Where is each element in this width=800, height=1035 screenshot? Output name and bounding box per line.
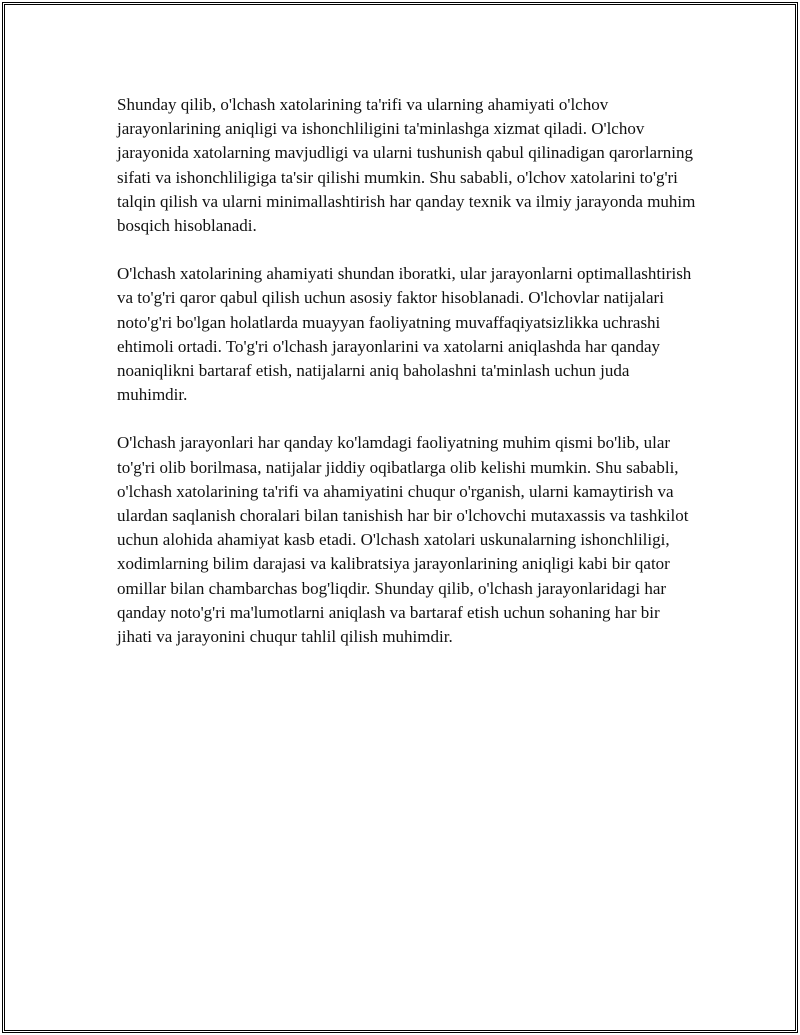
- paragraph-2: O'lchash xatolarining ahamiyati shundan iboratki, ular jarayonlarni optimallashtirish va to'g'ri qaror qabul qilish uchun asosiy faktor hisoblanadi. O'lchovlar natijalari noto'g'ri bo'lgan holatlarda muayyan faoliyatning muvaffaqiyatsizlikka uchrashi ehtimoli ortadi. To'g'ri o'lchash jarayonlarini va xatolarni aniqlashda har qanday noaniqlikni bartaraf etish, natijalarni aniq baholashni ta'minlash uchun juda muhimdir.: [117, 264, 692, 405]
- paragraph-1: Shunday qilib, o'lchash xatolarining ta'rifi va ularning ahamiyati o'lchov jarayonlarining aniqligi va ishonchliligini ta'minlashga xizmat qiladi. O'lchov jarayonida xatolarning mavjudligi va ularni tushunish qabul qilinadigan qarorlarning sifati va ishonchliligiga ta'sir qilishi mumkin. Shu sababli, o'lchov xatolarini to'g'ri talqin qilish va ularni minimallashtirish har qanday texnik va ilmiy jarayonda muhim bosqich hisoblanadi.: [117, 95, 696, 236]
- document-body: [117, 93, 697, 673]
- paragraph-3: O'lchash jarayonlari har qanday ko'lamdagi faoliyatning muhim qismi bo'lib, ular to'g'ri olib borilmasa, natijalar jiddiy oqibatlarga olib kelishi mumkin. Shu sababli, o'lchash xatolarining ta'rifi va ahamiyatini chuqur o'rganish, ularni kamaytirish va ulardan saqlanish choralari bilan tanishish har bir o'lchovchi mutaxassis va tashkilot uchun alohida ahamiyat kasb etadi. O'lchash xatolari uskunalarning ishonchliligi, xodimlarning bilim darajasi va kalibratsiya jarayonlarining aniqligi kabi bir qator omillar bilan chambarchas bog'liqdir. Shunday qilib, o'lchash jarayonlaridagi har qanday noto'g'ri ma'lumotlarni aniqlash va bartaraf etish uchun sohaning har bir jihati va jarayonini chuqur tahlil qilish muhimdir.: [117, 433, 689, 647]
